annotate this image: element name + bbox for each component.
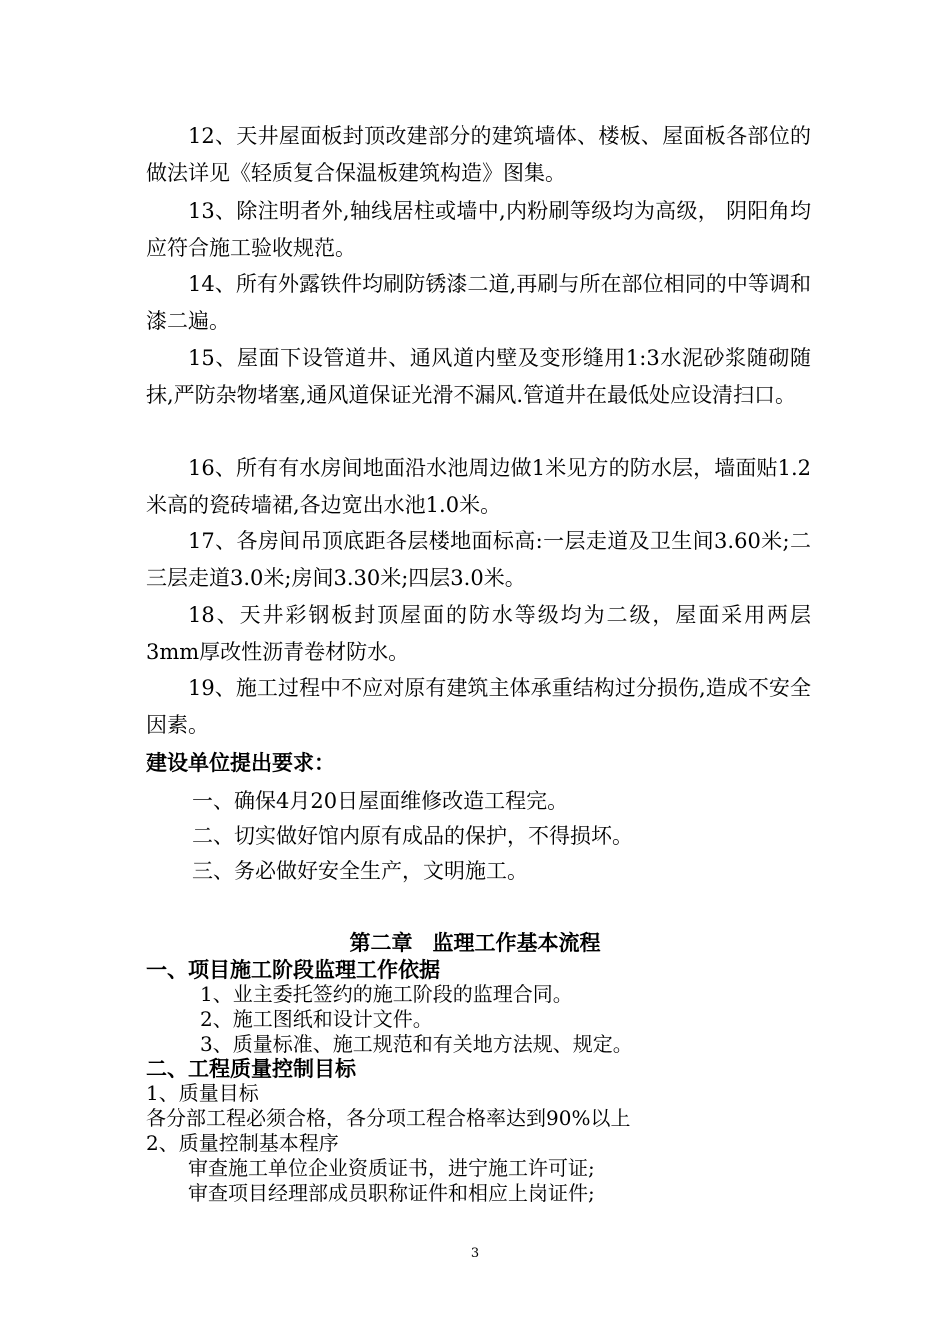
note-19: 19、施工过程中不应对原有建筑主体承重结构过分损伤,造成不安全因素。 (146, 676, 811, 737)
quality-procedure-heading: 2、质量控制基本程序 (146, 1131, 339, 1155)
requirement-1: 一、确保4月20日屋面维修改造工程完。 (192, 789, 569, 813)
chapter-name: 监理工作基本流程 (432, 930, 601, 955)
note-16: 16、所有有水房间地面沿水池周边做1米见方的防水层，墙面贴1.2米高的瓷砖墙裙,各边宽出水池1.0米。 (146, 456, 811, 517)
section-2-heading: 二、工程质量控制目标 (146, 1056, 356, 1081)
quality-target-text: 各分部工程必须合格，各分项工程合格率达到90%以上 (146, 1106, 631, 1130)
page-number: 3 (470, 1246, 480, 1261)
note-14: 14、所有外露铁件均刷防锈漆二道,再刷与所在部位相同的中等调和漆二遍。 (146, 272, 811, 333)
chapter-title (0, 928, 950, 958)
note-12: 12、天井屋面板封顶改建部分的建筑墙体、楼板、屋面板各部位的做法详见《轻质复合保温板建筑构造》图集。 (146, 124, 811, 185)
quality-procedure-item: 审查施工单位企业资质证书，进宁施工许可证; (188, 1156, 595, 1180)
note-18: 18、天井彩钢板封顶屋面的防水等级均为二级，屋面采用两层3mm厚改性沥青卷材防水。 (146, 603, 811, 664)
note-17: 17、各房间吊顶底距各层楼地面标高:一层走道及卫生间3.60米;二三层走道3.0米;房间3.30米;四层3.0米。 (146, 529, 811, 590)
requirement-2: 二、切实做好馆内原有成品的保护，不得损坏。 (192, 824, 633, 848)
note-13: 13、除注明者外,轴线居柱或墙中,内粉刷等级均为高级， 阴阳角均应符合施工验收规范。 (146, 199, 811, 260)
note-15: 15、屋面下设管道井、通风道内壁及变形缝用1:3水泥砂浆随砌随抹,严防杂物堵塞,通风道保证光滑不漏风.管道井在最低处应设清扫口。 (146, 346, 811, 407)
section-1-heading: 一、项目施工阶段监理工作依据 (146, 957, 440, 982)
section-1-item: 2、施工图纸和设计文件。 (200, 1007, 433, 1031)
requirement-3: 三、务必做好安全生产，文明施工。 (192, 859, 528, 883)
requirements-heading: 建设单位提出要求： (146, 750, 335, 775)
chapter-number: 第二章 (349, 930, 413, 955)
quality-procedure-item: 审查项目经理部成员职称证件和相应上岗证件; (188, 1181, 595, 1205)
section-1-item: 1、业主委托签约的施工阶段的监理合同。 (200, 982, 573, 1006)
quality-target-heading: 1、质量目标 (146, 1081, 259, 1105)
section-1-item: 3、质量标准、施工规范和有关地方法规、规定。 (200, 1032, 633, 1056)
